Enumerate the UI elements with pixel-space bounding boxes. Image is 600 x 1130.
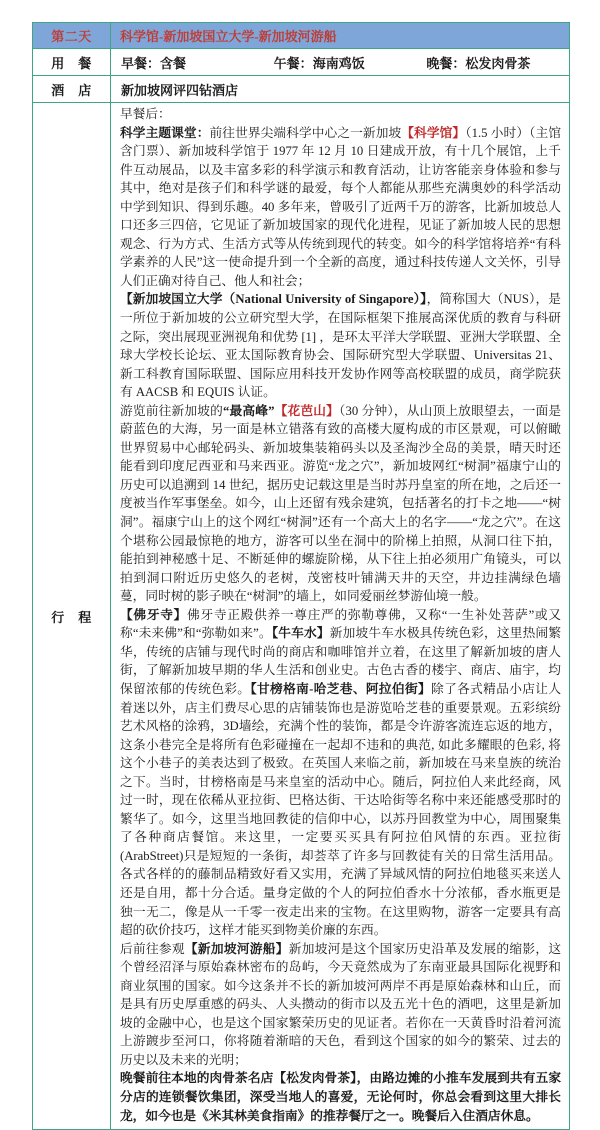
itinerary-paragraph: 【新加坡国立大学（National University of Singapore）】，简称国大（NUS），是一所位于新加坡的公立研究型大学，在国际框架下推展高深优质的教育与科研之际，突出展现亚洲视角和优势 [1] ，是环太平洋大学联盟、亚洲大学联盟、全球大学校长论坛、亚太国际教育协会、国际研究型大学联盟、Universitas 21、新工科教育国际联盟、国际应用科技开发协作网等高校联盟的成员，商学院获有 AACSB 和 EQUIS 认证。 (120, 292, 561, 400)
itinerary-cell (111, 103, 570, 1130)
hotel-value: 新加坡网评四钻酒店 (111, 76, 570, 103)
itinerary-paragraph: 游览前往新加坡的“最高峰”【花芭山】（30 分钟），从山顶上放眼望去，一面是蔚蓝色的大海，另一面是林立错落有致的高楼大厦构成的市区景观，可以俯瞰世界贸易中心邮轮码头、新加坡集装箱码头以及圣淘沙全岛的美景，晴天时还能看到印度尼西亚和马来西亚。游览“龙之穴”，新加坡网红“树洞”福康宁山的历史可以追溯到 14 世纪，据历史记载这里是当时苏丹皇室的所在地，之后还一度被当作军事堡垒。如今，山上还留有残余建筑，包括著名的打卡之地——“树洞”。福康宁山上的这个网红“树洞”还有一个高大上的名字——“龙之穴”。在这个堪称公园最惊艳的地方，游客可以坐在洞中的阶梯上拍照，从洞口往下拍，能拍到神秘感十足、不断延伸的螺旋阶梯，从下往上拍必须用广角镜头，可以拍到洞口附近历史悠久的老树，茂密枝叶铺满天井的天空，井边挂满绿色墙蔓，同时树的影子映在“树洞”的墙上，如同爱丽丝梦游仙境一般。 (120, 403, 562, 604)
itinerary-paragraph: 科学主题课堂：前往世界尖端科学中心之一新加坡【科学馆】（1.5 小时）（主馆含门票）、新加坡科学馆于 1977 年 12 月 10 日建成开放，有十几个展馆，上千件互动展品，以及丰富多彩的科学演示和教育活动，让访客能亲身体验和参与其中，绝对是孩子们和科学谜的最爱，每个人都能从那些充满奥妙的科学活动中学到知识、得到乐趣。40 多年来，曾吸引了近两千万的游客，比新加坡总人口还多三四倍，它见证了新加坡国家的现代化进程，见证了新加坡人民的思想观念、行为方式、生活方式等从传统到现代的转变。如今的科学馆将培养“有科学素养的人民”这一使命提升到一个全新的高度，通过科技传递人文关怀，引导人们正确对待自己、他人和社会； (120, 125, 562, 288)
hotel-row (33, 76, 570, 103)
hotel-label: 酒 店 (33, 76, 111, 103)
day-title: 科学馆-新加坡国立大学-新加坡河游船 (111, 23, 570, 49)
day-label: 第二天 (33, 23, 111, 49)
itinerary-paragraph: 晚餐前往本地的肉骨茶名店【松发肉骨茶】，由路边摊的小推车发展到共有五家分店的连锁餐饮集团，深受当地人的喜爱，无论何时，你总会看到这里大排长龙，如今也是《米其林美食指南》的推荐餐厅之一。晚餐后入住酒店休息。 (120, 1071, 562, 1123)
meals-cell (111, 49, 570, 76)
itinerary-content (111, 103, 569, 1129)
itinerary-row (33, 103, 570, 1130)
meal-item: 晚餐：松发肉骨茶 (426, 55, 531, 71)
meal-item: 早餐：含餐 (121, 55, 187, 71)
meals-list (111, 53, 569, 72)
meal-item: 午餐：海南鸡饭 (273, 55, 365, 71)
itinerary-table (32, 22, 570, 1130)
itinerary-paragraph: 【佛牙寺】佛牙寺正殿供养一尊庄严的弥勒尊佛，又称“一生补处菩萨”或又称“未来佛”和“弥勒如来”。【牛车水】新加坡牛车水极具传统色彩，这里热闹繁华，传统的店铺与现代时尚的商店和咖啡馆并立着，在这里了解新加坡的唐人街，了解新加坡早期的华人生活和创业史。古色古香的楼宇、商店、庙宇，均保留浓郁的传统色彩。【甘榜格南-哈芝巷、阿拉伯街】除了各式精品小店让人着迷以外，店主们费尽心思的店铺装饰也是游览哈芝巷的重要景观。五彩缤纷艺术风格的涂鸦，3D墙绘，充满个性的装饰，都是令许游客流连忘返的地方，这条小巷完全是将所有色彩碰撞在一起却不违和的典范, 如此多耀眼的色彩, 将这个小巷子的美表达到了极致。在英国人来临之前，新加坡在马来皇族的统治之下。当时，甘榜格南是马来皇室的活动中心。随后，阿拉伯人来此经商，风过一时，现在依稀从亚拉街、巴格达街、干达哈街等名称中来还能感受那时的繁华了。如今，这里当地回教徒的信仰中心，以苏丹回教堂为中心，周围聚集了各种商店餐馆。来这里，一定要买买具有阿拉伯风情的东西。亚拉街(ArabStreet)只是短短的一条街，却荟萃了许多与回教徒有关的日常生活用品。各式各样的的藤制品精致好看又实用，充满了异域风情的阿拉伯地毯买来送人还是自用，都十分合适。量身定做的个人的阿拉伯香水十分浓郁，香水瓶更是独一无二，像是从一千零一夜走出来的宝物。在这里购物，游客一定要具有高超的砍价技巧，这样才能买到物美价廉的东西。 (120, 607, 562, 938)
meals-row (33, 49, 570, 76)
itinerary-label: 行 程 (33, 103, 111, 1130)
itinerary-paragraph: 后前往参观【新加坡河游船】新加坡河是这个国家历史沿革及发展的缩影，这个曾经沼泽与原始森林密布的岛屿，今天竟然成为了东南亚最具国际化视野和商业氛围的国家。如今这条并不长的新加坡河两岸不再是原始森林和山丘，而是具有历史厚重感的码头、人头攒动的街市以及五光十色的酒吧，这里是新加坡的金融中心，也是这个国家繁荣历史的见证者。若你在一天黄昏时沿着河流上游踱步至河口，你将随着渐暗的天色，看到这个国家的如今的繁荣、过去的历史以及未来的光明； (120, 941, 562, 1067)
meals-label: 用 餐 (33, 49, 111, 76)
day-header-row (33, 23, 570, 49)
itinerary-paragraph: 早餐后： (120, 107, 171, 121)
